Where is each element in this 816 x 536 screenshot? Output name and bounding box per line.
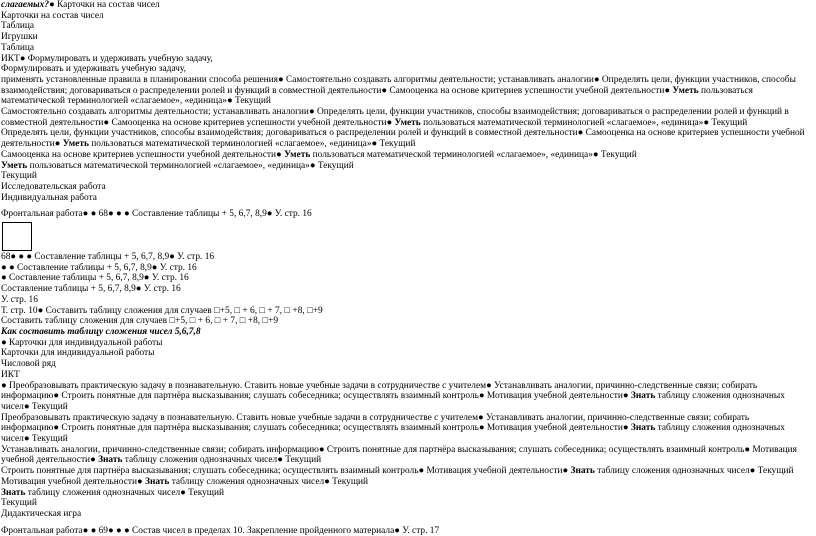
line: Как составить таблицу сложения чисел 5,6,7,8 bbox=[1, 326, 201, 337]
line: ● Карточки для индивидуальной работы bbox=[1, 337, 163, 348]
line: ИКТ bbox=[1, 369, 20, 380]
line: Карточки для индивидуальной работы bbox=[1, 348, 155, 359]
text-run: Мотивация учебной деятельности● bbox=[1, 476, 146, 487]
bold-term: Уметь bbox=[62, 139, 89, 150]
bold-term: Знать bbox=[1, 487, 26, 498]
bold-term: Знать bbox=[570, 466, 595, 477]
text-run: пользоваться математической терминологией «слагаемое», «единица»● Текущий bbox=[27, 160, 354, 171]
line bbox=[1, 477, 816, 488]
paragraph bbox=[1, 445, 807, 466]
text-run: ● 69● ● ● Состав чисел в пределах 10. Закрепление пройденного материала● У. стр. 17 bbox=[90, 525, 440, 536]
cards-note: ● Карточки на состав чисел bbox=[49, 0, 160, 10]
text-run: ● Преобразовывать практическую задачу в познавательную. Ставить новые учебные задачи в сотрудничестве с учителем● Устанавливать аналогии, причинно-следственные связи; собирать информацию● Строить понятные для партнёра высказывания; слушать собеседника; осуществлять взаимный контроль● Мотивация учебной деятельности● bbox=[1, 380, 758, 402]
text-run: Самооценка на основе критериев успешности учебной деятельности● bbox=[1, 149, 285, 160]
line: Исследовательская работа bbox=[1, 181, 106, 192]
bold-term: Уметь bbox=[1, 160, 28, 171]
empty-box bbox=[2, 222, 32, 251]
bold-term: Уметь bbox=[672, 85, 699, 96]
line: Игрушки bbox=[1, 32, 38, 43]
text-run: Фронтальная работа● bbox=[1, 525, 91, 536]
text-run: таблицу сложения однозначных чисел● Текущий bbox=[169, 476, 369, 487]
line: Дидактическая игра bbox=[1, 508, 82, 519]
text-run: таблицу сложения однозначных чисел● Текущий bbox=[122, 455, 322, 466]
paragraph bbox=[1, 381, 807, 413]
bold-term: Знать bbox=[630, 391, 656, 402]
text-run: Устанавливать аналогии, причинно-следственные связи; собирать информацию● Строить понятные для партнёра высказывания; слушать собеседника; осуществлять взаимный контроль● Мотивация учебной деятельности● bbox=[1, 444, 797, 466]
line: Формулировать и удерживать учебную задачу, bbox=[1, 64, 186, 75]
line: Таблица bbox=[1, 21, 35, 32]
text-run: пользоваться математической терминологией «слагаемое», «единица»● Текущий bbox=[88, 139, 416, 150]
bold-term: Уметь bbox=[394, 117, 421, 128]
text-run: пользоваться математической терминологией «слагаемое», «единица»● Текущий bbox=[420, 117, 748, 128]
paragraph bbox=[1, 413, 807, 445]
text-run: таблицу сложения однозначных чисел● Текущий bbox=[1, 423, 785, 445]
text-run: Определять цели, функции участников, способы взаимодействия; договариваться о распределении ролей и функций в совместной деятельности● Самооценка на основе критериев успешности учебной деятельности● bbox=[1, 128, 805, 150]
line: ● ● Составление таблицы + 5, 6,7, 8,9● У. стр. 16 bbox=[1, 262, 197, 273]
bold-term: Уметь bbox=[284, 149, 311, 160]
line bbox=[1, 488, 816, 499]
bold-term: Знать bbox=[630, 423, 656, 434]
text-run: Фронтальная работа● bbox=[1, 209, 91, 220]
line: ИКТ● Формулировать и удерживать учебную задачу, bbox=[1, 53, 213, 64]
question-fragment: слагаемых? bbox=[1, 0, 50, 10]
line: Составить таблицу сложения для случаев □+5, □ + 6, □ + 7, □ +8, □+9 bbox=[1, 316, 279, 327]
text-run: применять установленные правила в планировании способа решения● Самостоятельно создавать алгоритмы деятельности; устанавливать аналогии● Определять цели, функции участников, способы взаимодействия; договариваться о распределении ролей и функций в совместной деятельности● Самооценка на основе критериев успешности учебной деятельности● bbox=[1, 74, 796, 96]
line: 68● ● ● Составление таблицы + 5, 6,7, 8,9● У. стр. 16 bbox=[1, 252, 215, 263]
text-run: Самостоятельно создавать алгоритмы деятельности; устанавливать аналогии● Определять цели, функции участников, способы взаимодействия; договариваться о распределении ролей и функций в совместной деятельности● Самооценка на основе критериев успешности учебной деятельности● bbox=[1, 107, 789, 128]
text-run: таблицу сложения однозначных чисел● Текущий bbox=[25, 487, 225, 498]
line: ● Составление таблицы + 5, 6,7, 8,9● У. стр. 16 bbox=[1, 273, 189, 284]
text-run: пользоваться математической терминологией «слагаемое», «единица»● Текущий bbox=[310, 149, 637, 160]
line: Индивидуальная работа bbox=[1, 192, 97, 203]
line bbox=[1, 209, 816, 220]
paragraph bbox=[1, 128, 807, 149]
line: Карточки на состав чисел bbox=[1, 10, 104, 21]
text-run: пользоваться математической терминологией «слагаемое», «единица»● Текущий bbox=[1, 85, 753, 107]
line: Текущий bbox=[1, 171, 37, 182]
paragraph bbox=[1, 150, 807, 161]
text-run: ● 68● ● ● Составление таблицы + 5, 6,7, 8,9● У. стр. 16 bbox=[90, 209, 312, 220]
line: Составление таблицы + 5, 6,7, 8,9● У. стр. 16 bbox=[1, 284, 181, 295]
bold-term: Знать bbox=[145, 476, 170, 487]
line bbox=[1, 526, 816, 536]
text-run: Строить понятные для партнёра высказывания; слушать собеседника; осуществлять взаимный контроль● Мотивация учебной деятельности● bbox=[1, 466, 571, 477]
line: Т. стр. 10● Составить таблицу сложения для случаев □+5, □ + 6, □ + 7, □ +8, □+9 bbox=[1, 305, 323, 316]
line: Текущий bbox=[1, 498, 37, 509]
line bbox=[1, 0, 816, 11]
line: Таблица bbox=[1, 42, 35, 53]
paragraph bbox=[1, 75, 807, 107]
text-run: таблицу сложения однозначных чисел● Текущий bbox=[1, 391, 785, 412]
text-run: Преобразовывать практическую задачу в познавательную. Ставить новые учебные задачи в сотрудничестве с учителем● Устанавливать аналогии, причинно-следственные связи; собирать информацию● Строить понятные для партнёра высказывания; слушать собеседника; осуществлять взаимный контроль● Мотивация учебной деятельности● bbox=[1, 412, 750, 434]
paragraph bbox=[1, 466, 807, 477]
bold-term: Знать bbox=[98, 455, 123, 466]
paragraph bbox=[1, 107, 807, 128]
line: У. стр. 16 bbox=[1, 294, 38, 305]
line bbox=[1, 161, 816, 172]
line: Числовой ряд bbox=[1, 359, 56, 370]
text-run: таблицу сложения однозначных чисел● Текущий bbox=[594, 466, 794, 477]
